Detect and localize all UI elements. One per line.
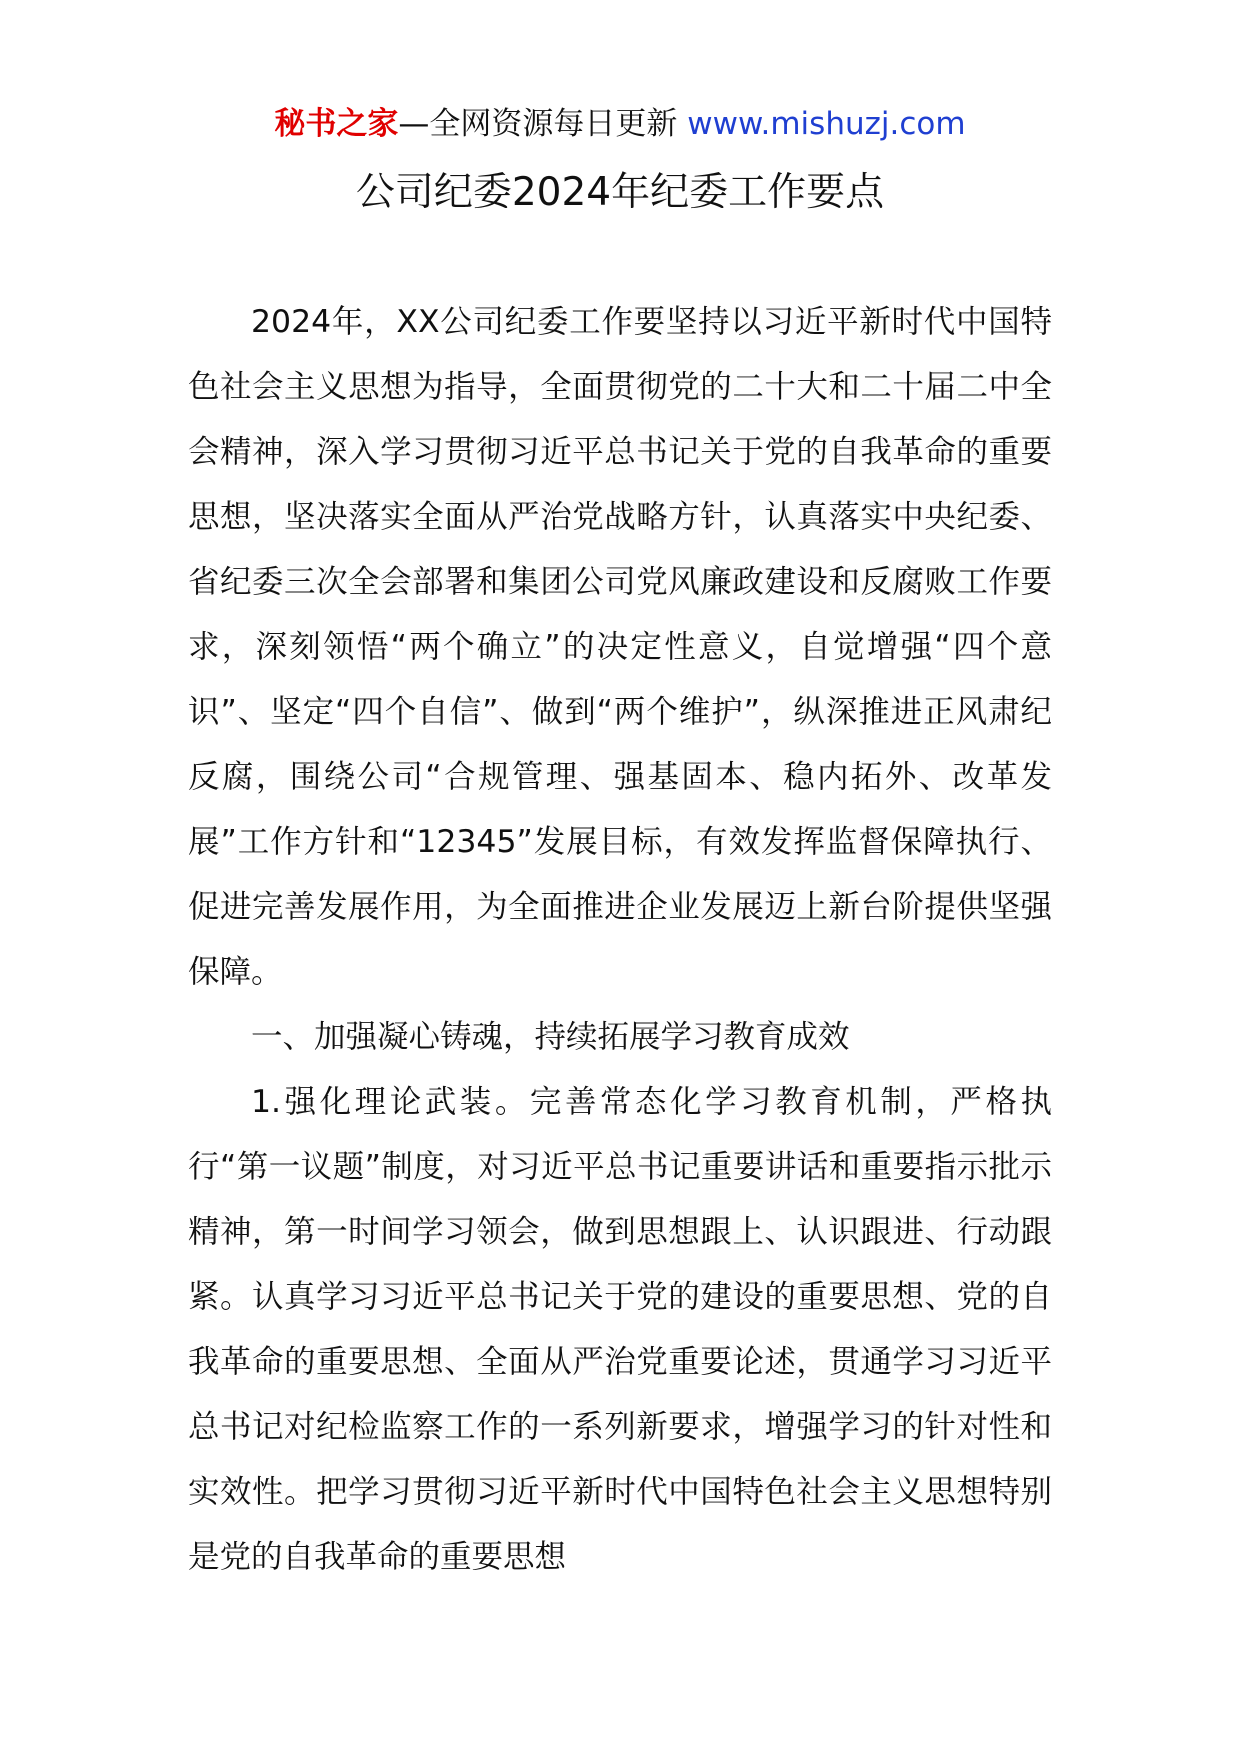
header-banner <box>0 100 1240 148</box>
document-body <box>188 290 1052 1590</box>
intro-paragraph: 2024年，XX公司纪委工作要坚持以习近平新时代中国特色社会主义思想为指导，全面贯彻党的二十大和二十届二中全会精神，深入学习贯彻习近平总书记关于党的自我革命的重要思想，坚决落实全面从严治党战略方针，认真落实中央纪委、省纪委三次全会部署和集团公司党风廉政建设和反腐败工作要求，深刻领悟“两个确立”的决定性意义，自觉增强“四个意识”、坚定“四个自信”、做到“两个维护”，纵深推进正风肃纪反腐，围绕公司“合规管理、强基固本、稳内拓外、改革发展”工作方针和“12345”发展目标，有效发挥监督保障执行、促进完善发展作用，为全面推进企业发展迈上新台阶提供坚强保障。 <box>188 304 1052 990</box>
brand-name: 秘书之家 <box>274 106 399 142</box>
header-tagline: —全网资源每日更新 <box>398 106 678 142</box>
site-url-link[interactable]: www.mishuzj.com <box>687 106 966 142</box>
item-paragraph-1: 1.强化理论武装。完善常态化学习教育机制，严格执行“第一议题”制度，对习近平总书记重要讲话和重要指示批示精神，第一时间学习领会，做到思想跟上、认识跟进、行动跟紧。认真学习习近平总书记关于党的建设的重要思想、党的自我革命的重要思想、全面从严治党重要论述，贯通学习习近平总书记对纪检监察工作的一系列新要求，增强学习的针对性和实效性。把学习贯彻习近平新时代中国特色社会主义思想特别是党的自我革命的重要思想 <box>188 1084 1052 1575</box>
document-title: 公司纪委2024年纪委工作要点 <box>355 170 885 215</box>
section-heading-1: 一、加强凝心铸魂，持续拓展学习教育成效 <box>251 1019 850 1055</box>
